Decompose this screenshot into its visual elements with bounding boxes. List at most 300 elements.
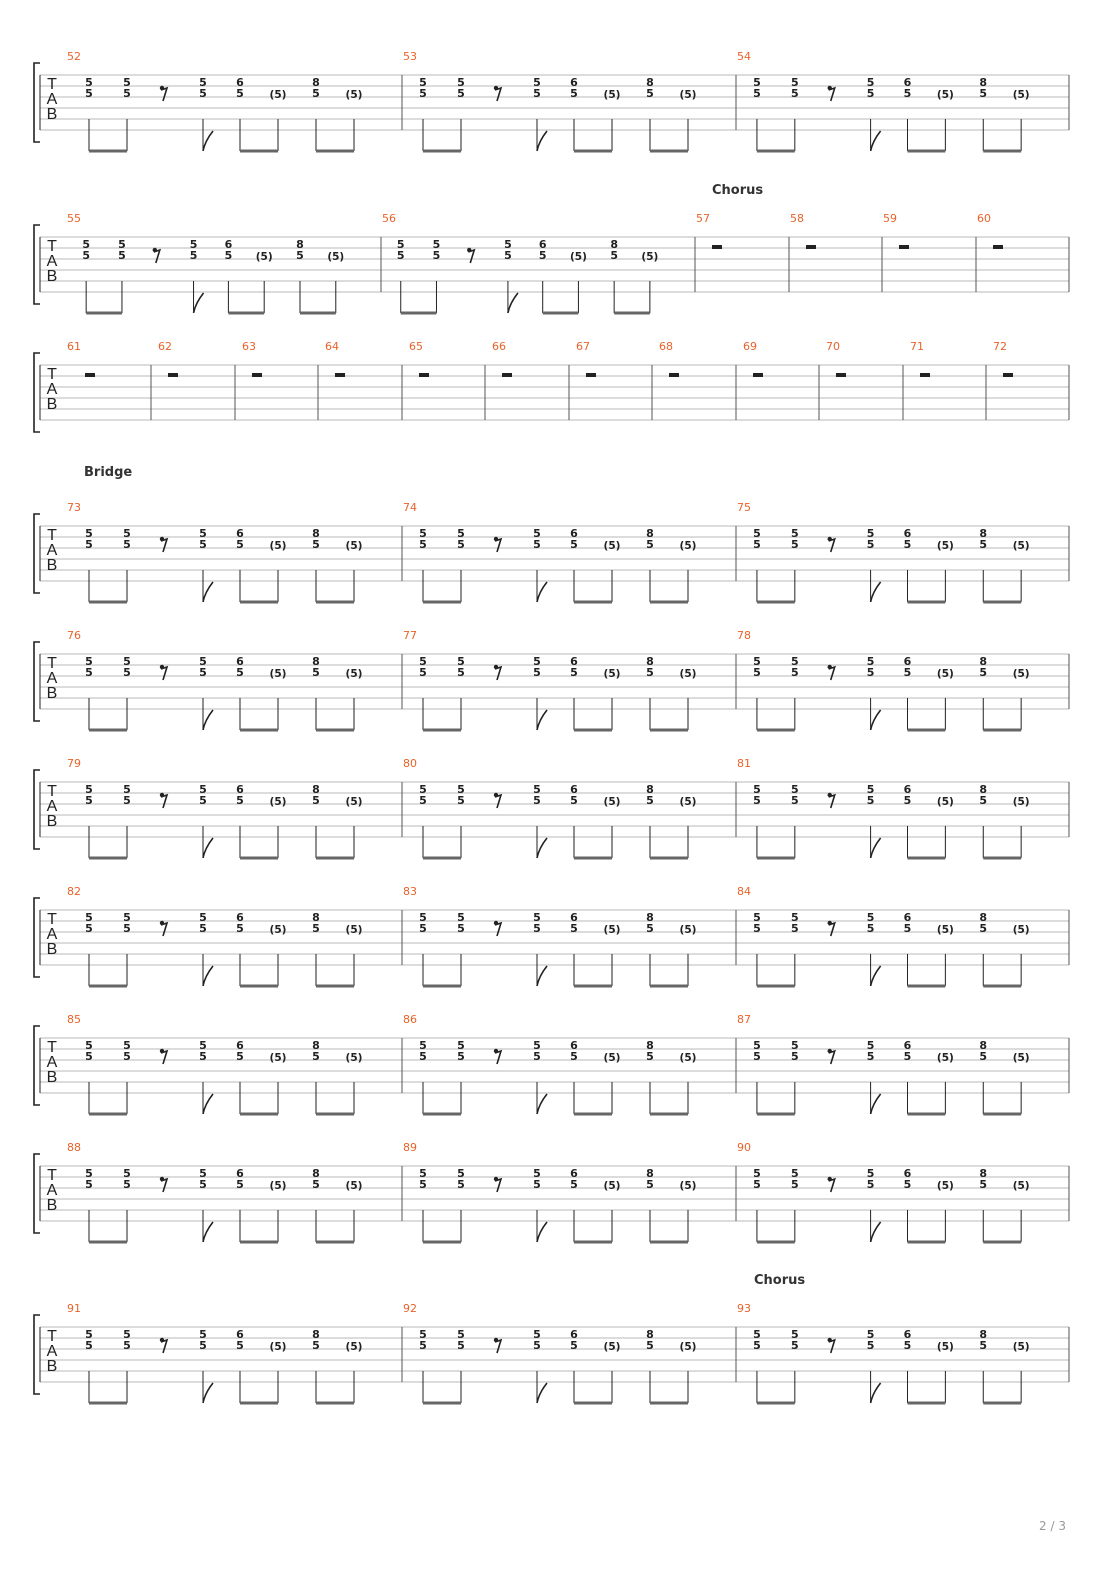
fret-number: (5) (269, 1341, 287, 1353)
fret-number: 6 (224, 238, 233, 251)
note-flag (194, 293, 204, 313)
measure (910, 340, 986, 420)
fret-number: 5 (123, 1339, 131, 1352)
measure (403, 1141, 736, 1244)
tab-chord (85, 527, 93, 602)
tab-chord (199, 655, 213, 730)
tab-chord (1013, 1341, 1030, 1403)
fret-number: 5 (790, 783, 799, 796)
eighth-rest (494, 793, 501, 808)
fret-number: 5 (646, 666, 654, 679)
tab-chord (190, 238, 204, 313)
fret-number: 5 (753, 783, 761, 796)
fret-number: 5 (570, 1050, 578, 1063)
fret-number: 5 (753, 527, 761, 540)
tab-chord (123, 1039, 131, 1114)
fret-number: 6 (570, 76, 578, 89)
fret-number: (5) (679, 1052, 697, 1064)
fret-number: 5 (199, 1178, 207, 1191)
fret-number: 6 (570, 1039, 578, 1052)
tab-chord (979, 1328, 987, 1403)
fret-number: 5 (199, 538, 207, 551)
note-beam (89, 150, 127, 153)
fret-number: 5 (570, 1178, 578, 1191)
note-beam (89, 857, 127, 860)
note-beam (89, 1402, 127, 1405)
fret-number: 5 (903, 538, 912, 551)
tab-clef-letter: A (46, 253, 58, 270)
fret-number: 5 (236, 1050, 244, 1063)
fret-number: 5 (85, 794, 93, 807)
fret-number: (5) (345, 796, 363, 808)
fret-number: 5 (419, 911, 427, 924)
measure-number: 58 (790, 212, 804, 225)
fret-number: 5 (123, 783, 131, 796)
note-flag (537, 710, 547, 730)
note-beam (983, 729, 1021, 732)
staff-system (34, 50, 1069, 153)
note-beam (574, 1113, 612, 1116)
tab-chord (236, 1167, 244, 1242)
fret-number: 5 (753, 1167, 761, 1180)
fret-number: 5 (790, 1328, 799, 1341)
eighth-rest (494, 1177, 501, 1192)
measure (737, 629, 1069, 732)
eighth-rest-stem (495, 923, 501, 936)
note-flag (871, 1383, 881, 1403)
fret-number: 5 (85, 783, 93, 796)
fret-number: 5 (866, 76, 875, 89)
tab-clef-letter: A (46, 798, 58, 815)
fret-number: 5 (866, 655, 875, 668)
fret-number: 5 (82, 249, 90, 262)
note-beam (907, 985, 945, 988)
whole-rest (85, 373, 95, 377)
eighth-rest (160, 665, 167, 680)
fret-number: 5 (85, 538, 93, 551)
tab-chord (327, 251, 344, 313)
fret-number: 5 (457, 794, 465, 807)
measure (737, 757, 1069, 860)
tab-chord (457, 527, 465, 602)
measure-number: 83 (403, 885, 417, 898)
tab-chord (236, 1039, 244, 1114)
tab-chord (312, 1328, 320, 1403)
fret-number: 5 (979, 1050, 988, 1063)
tab-chord (867, 1039, 881, 1114)
note-flag (203, 966, 213, 986)
measure-number: 66 (492, 340, 506, 353)
note-beam (316, 150, 354, 153)
fret-number: (5) (1012, 668, 1030, 680)
eighth-rest-stem (161, 1179, 167, 1192)
fret-number: 6 (903, 655, 912, 668)
tab-chord (867, 76, 881, 151)
tab-clef-letter: A (46, 381, 58, 398)
fret-number: (5) (269, 924, 287, 936)
fret-number: 8 (312, 527, 320, 540)
tab-chord (680, 1180, 697, 1242)
fret-number: 8 (312, 783, 320, 796)
fret-number: 5 (753, 911, 761, 924)
tab-chord (937, 924, 954, 986)
fret-number: 5 (85, 666, 93, 679)
tab-chord (680, 796, 697, 858)
fret-number: 5 (866, 1039, 875, 1052)
tab-chord (312, 1167, 320, 1242)
tab-chord (123, 1167, 131, 1242)
measure-number: 80 (403, 757, 417, 770)
tab-chord (791, 911, 799, 986)
note-beam (240, 1402, 278, 1405)
tab-chord (419, 1167, 427, 1242)
tab-chord (570, 655, 578, 730)
tab-chord (123, 783, 131, 858)
note-beam (316, 1113, 354, 1116)
fret-number: 5 (199, 1039, 207, 1052)
fret-number: 5 (753, 87, 761, 100)
fret-number: 5 (866, 1339, 875, 1352)
fret-number: 5 (646, 794, 654, 807)
tab-chord (604, 1052, 621, 1114)
tab-clef-letter: A (46, 1054, 58, 1071)
tab-chord (646, 655, 654, 730)
tab-chord (236, 783, 244, 858)
fret-number: 8 (979, 783, 988, 796)
fret-number: 5 (419, 794, 427, 807)
fret-number: 5 (419, 783, 427, 796)
tab-chord (85, 1039, 93, 1114)
fret-number: 5 (570, 87, 578, 100)
tab-chord (199, 76, 213, 151)
fret-number: 5 (457, 922, 465, 935)
note-flag (871, 582, 881, 602)
measure-number: 81 (737, 757, 751, 770)
tab-chord (533, 911, 547, 986)
fret-number: 5 (236, 922, 244, 935)
tab-chord (604, 1180, 621, 1242)
note-beam (907, 601, 945, 604)
tab-clef-letter: A (46, 1343, 58, 1360)
fret-number: 5 (118, 249, 126, 262)
tab-chord (1013, 668, 1030, 730)
fret-number: (5) (1012, 796, 1030, 808)
fret-number: 5 (979, 794, 988, 807)
fret-number: 5 (866, 87, 875, 100)
tab-chord (867, 783, 881, 858)
note-beam (650, 729, 688, 732)
fret-number: 5 (312, 1050, 320, 1063)
tab-chord (753, 76, 761, 151)
fret-number: 5 (504, 249, 512, 262)
eighth-rest-stem (829, 1179, 835, 1192)
fret-number: 5 (199, 1328, 207, 1341)
fret-number: 5 (199, 655, 207, 668)
fret-number: 5 (646, 87, 654, 100)
fret-number: 5 (866, 538, 875, 551)
fret-number: 5 (312, 922, 320, 935)
measure (403, 50, 736, 153)
fret-number: 5 (457, 1050, 465, 1063)
fret-number: 5 (123, 1167, 131, 1180)
fret-number: 6 (538, 238, 547, 251)
fret-number: 8 (610, 238, 618, 251)
fret-number: 8 (296, 238, 304, 251)
eighth-rest-stem (829, 795, 835, 808)
tab-chord (85, 783, 93, 858)
tab-chord (904, 1167, 912, 1242)
fret-number: (5) (269, 1052, 287, 1064)
fret-number: 5 (903, 1178, 912, 1191)
tab-chord (791, 1039, 799, 1114)
measure (67, 212, 381, 315)
tab-chord (979, 911, 987, 986)
tab-chord (604, 540, 621, 602)
fret-number: 5 (457, 783, 465, 796)
tab-chord (123, 76, 131, 151)
fret-number: 5 (790, 794, 799, 807)
fret-number: (5) (936, 668, 954, 680)
tab-chord (791, 1167, 799, 1242)
fret-number: 5 (866, 527, 875, 540)
eighth-rest (494, 921, 501, 936)
eighth-rest-stem (468, 250, 474, 263)
note-flag (203, 1094, 213, 1114)
fret-number: 8 (979, 1328, 988, 1341)
eighth-rest-stem (829, 923, 835, 936)
whole-rest (753, 373, 763, 377)
fret-number: 5 (85, 655, 93, 668)
note-beam (86, 312, 122, 315)
fret-number: 5 (646, 922, 654, 935)
tab-clef-letter: T (47, 1167, 57, 1184)
tab-chord (937, 1341, 954, 1403)
fret-number: 5 (236, 1178, 244, 1191)
tab-chord (904, 1039, 912, 1114)
fret-number: 5 (753, 666, 761, 679)
fret-number: 5 (199, 87, 207, 100)
tab-chord (937, 540, 954, 602)
measure (737, 50, 1069, 153)
note-beam (983, 857, 1021, 860)
note-beam (89, 1241, 127, 1244)
tab-chord (570, 783, 578, 858)
tab-clef-letter: B (46, 1069, 58, 1086)
note-beam (89, 985, 127, 988)
tab-chord (604, 668, 621, 730)
measure (67, 50, 402, 153)
fret-number: 5 (312, 794, 320, 807)
tab-chord (904, 1328, 912, 1403)
note-beam (650, 1241, 688, 1244)
tab-chord (646, 1328, 654, 1403)
tab-clef-letter: T (47, 238, 57, 255)
fret-number: 5 (123, 655, 131, 668)
fret-number: (5) (936, 89, 954, 101)
fret-number: (5) (936, 1052, 954, 1064)
measure (409, 340, 485, 420)
tab-chord (753, 527, 761, 602)
fret-number: 5 (790, 1178, 799, 1191)
measure (67, 1141, 402, 1244)
tab-chord (123, 1328, 131, 1403)
fret-number: 5 (419, 538, 427, 551)
note-beam (240, 150, 278, 153)
note-beam (316, 1402, 354, 1405)
tab-chord (457, 783, 465, 858)
fret-number: 5 (457, 527, 465, 540)
measure-number: 71 (910, 340, 924, 353)
fret-number: (5) (1012, 89, 1030, 101)
measure-number: 69 (743, 340, 757, 353)
eighth-rest (153, 248, 160, 263)
note-flag (537, 1383, 547, 1403)
fret-number: 6 (570, 527, 578, 540)
fret-number: 5 (457, 911, 465, 924)
note-flag (203, 582, 213, 602)
note-beam (757, 1241, 795, 1244)
note-beam (423, 601, 461, 604)
fret-number: 5 (457, 1339, 465, 1352)
note-beam (316, 601, 354, 604)
measure (743, 340, 819, 420)
fret-number: 5 (790, 1167, 799, 1180)
eighth-rest-stem (495, 795, 501, 808)
note-beam (423, 150, 461, 153)
tab-chord (904, 911, 912, 986)
fret-number: 5 (419, 1339, 427, 1352)
section-label: Bridge (84, 465, 133, 480)
tab-chord (937, 1180, 954, 1242)
fret-number: (5) (345, 89, 363, 101)
fret-number: 5 (199, 783, 207, 796)
fret-number: 5 (419, 1039, 427, 1052)
note-flag (203, 1222, 213, 1242)
measure (67, 465, 402, 604)
tab-chord (533, 76, 547, 151)
fret-number: 5 (570, 666, 578, 679)
measure (403, 757, 736, 860)
fret-number: (5) (1012, 1180, 1030, 1192)
tab-chord (85, 655, 93, 730)
fret-number: 5 (419, 527, 427, 540)
fret-number: 6 (903, 911, 912, 924)
note-beam (757, 1402, 795, 1405)
tab-chord (419, 655, 427, 730)
fret-number: (5) (679, 796, 697, 808)
fret-number: 5 (646, 1178, 654, 1191)
fret-number: 5 (570, 1339, 578, 1352)
fret-number: (5) (269, 89, 287, 101)
note-beam (983, 150, 1021, 153)
tab-chord (312, 1039, 320, 1114)
tab-chord (604, 1341, 621, 1403)
fret-number: 8 (979, 1039, 988, 1052)
tab-chord (753, 911, 761, 986)
measure (67, 1302, 402, 1405)
system-bracket (34, 63, 40, 142)
fret-number: 5 (790, 922, 799, 935)
tab-chord (346, 1052, 363, 1114)
fret-number: 5 (312, 1339, 320, 1352)
measure (158, 340, 235, 420)
tab-clef-letter: T (47, 655, 57, 672)
fret-number: (5) (603, 89, 621, 101)
fret-number: 5 (866, 666, 875, 679)
measure (790, 212, 882, 292)
measure-number: 53 (403, 50, 417, 63)
tab-chord (236, 76, 244, 151)
fret-number: 5 (457, 76, 465, 89)
fret-number: 5 (82, 238, 90, 251)
fret-number: 5 (296, 249, 304, 262)
tab-chord (225, 238, 233, 313)
fret-number: 6 (236, 783, 244, 796)
fret-number: 5 (236, 1339, 244, 1352)
tab-clef-letter: B (46, 1197, 58, 1214)
tab-chord (433, 238, 441, 313)
fret-number: (5) (936, 796, 954, 808)
whole-rest (920, 373, 930, 377)
tab-chord (904, 76, 912, 151)
tab-clef-letter: B (46, 685, 58, 702)
measure (492, 340, 569, 420)
fret-number: 5 (123, 666, 131, 679)
note-beam (650, 601, 688, 604)
fret-number: 5 (790, 1050, 799, 1063)
note-beam (89, 1113, 127, 1116)
tab-chord (791, 76, 799, 151)
fret-number: 6 (236, 911, 244, 924)
tab-chord (570, 251, 587, 313)
measure (67, 885, 402, 988)
fret-number: 5 (903, 922, 912, 935)
fret-number: (5) (936, 1341, 954, 1353)
tab-chord (199, 1039, 213, 1114)
system-bracket (34, 353, 40, 432)
measure-number: 60 (977, 212, 991, 225)
fret-number: 5 (866, 1050, 875, 1063)
tab-chord (85, 1328, 93, 1403)
fret-number: 5 (312, 666, 320, 679)
eighth-rest-stem (161, 667, 167, 680)
page-number: 2 / 3 (1039, 1519, 1066, 1533)
eighth-rest-stem (495, 88, 501, 101)
eighth-rest-stem (161, 923, 167, 936)
fret-number: 5 (533, 1167, 541, 1180)
note-beam (574, 1402, 612, 1405)
tab-chord (1013, 796, 1030, 858)
fret-number: 5 (419, 922, 427, 935)
fret-number: 5 (123, 87, 131, 100)
fret-number: 8 (312, 1167, 320, 1180)
tab-chord (312, 783, 320, 858)
tab-chord (979, 527, 987, 602)
tab-chord (270, 1341, 287, 1403)
fret-number: 5 (123, 911, 131, 924)
eighth-rest (160, 793, 167, 808)
fret-number: 8 (979, 911, 988, 924)
tab-chord (457, 1328, 465, 1403)
fret-number: 5 (646, 538, 654, 551)
tab-chord (680, 540, 697, 602)
tab-chord (1013, 89, 1030, 151)
measure-number: 61 (67, 340, 81, 353)
fret-number: 5 (790, 76, 799, 89)
tab-chord (312, 655, 320, 730)
tab-chord (457, 655, 465, 730)
tab-chord (867, 527, 881, 602)
